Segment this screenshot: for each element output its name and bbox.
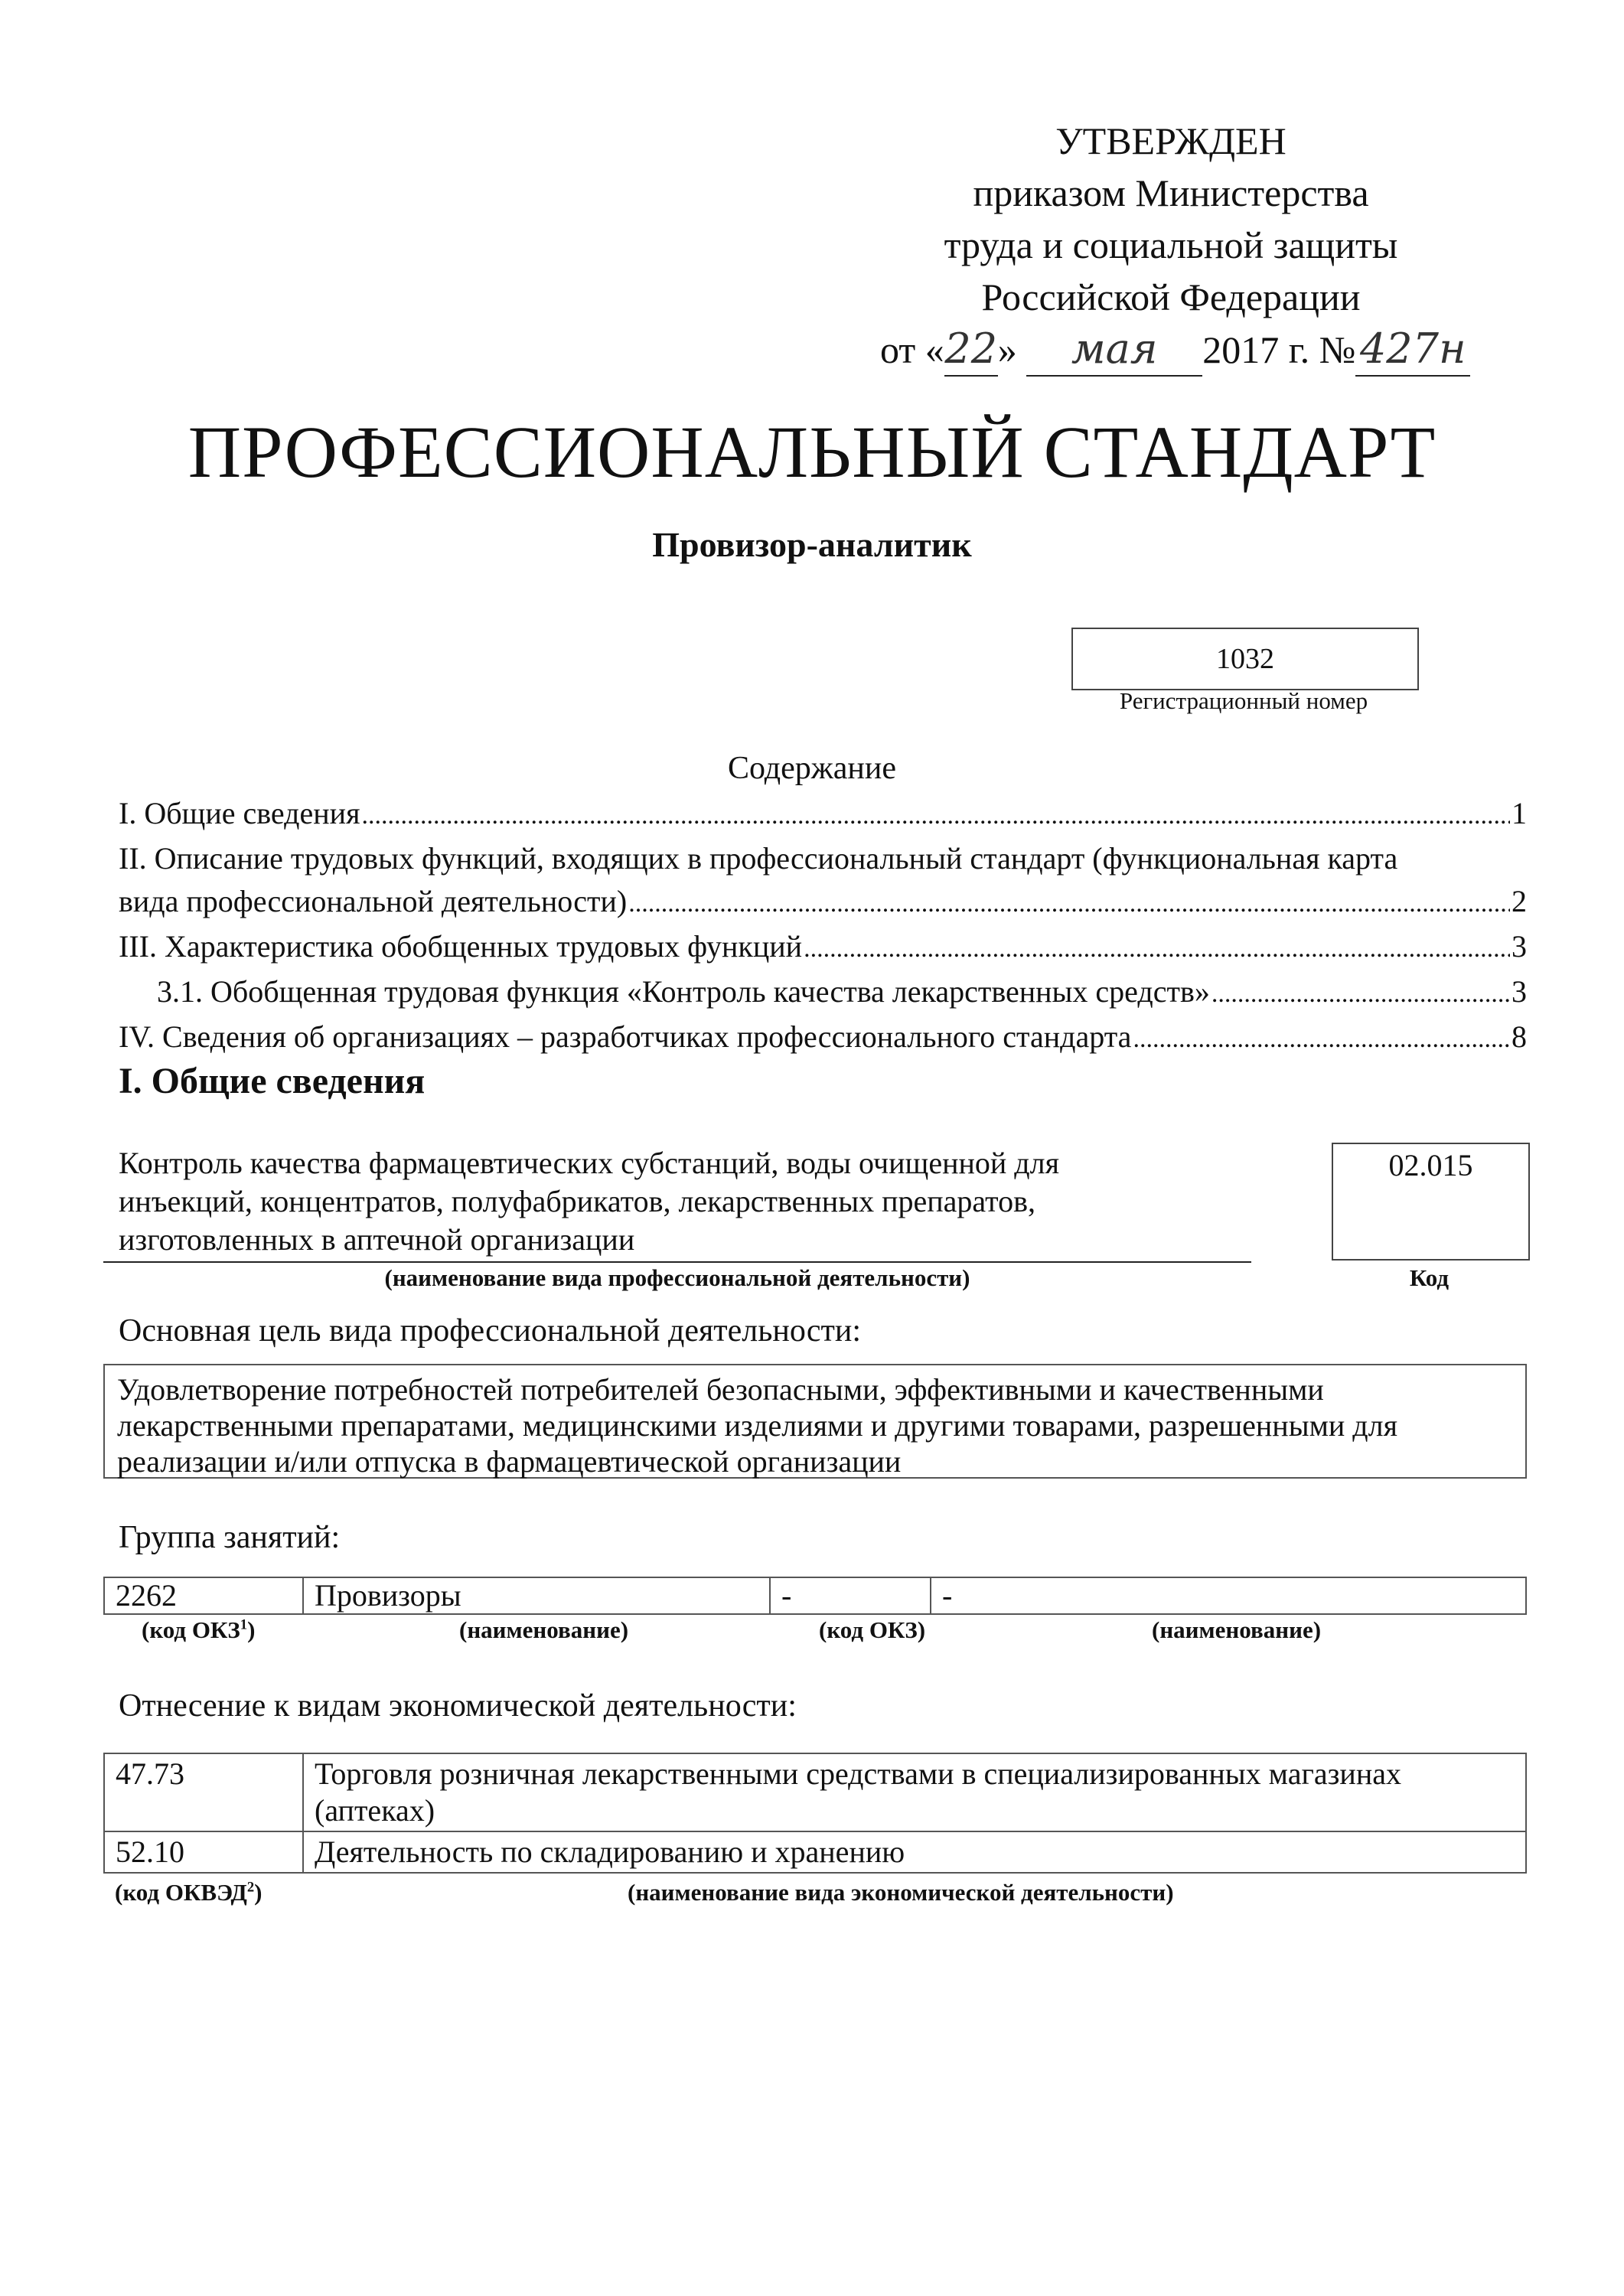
- toc-item[interactable]: [119, 1016, 1527, 1061]
- approval-line-1: приказом Министерства: [973, 171, 1369, 214]
- activity-name: [119, 1144, 1251, 1259]
- economic-activity-label: Отнесение к видам экономической деятельности:: [119, 1688, 797, 1724]
- okved-name-line: Торговля розничная лекарственными средствами в специализированных магазинах: [315, 1756, 1401, 1791]
- document-title: ПРОФЕССИОНАЛЬНЫЙ СТАНДАРТ: [188, 411, 1436, 493]
- toc-item-text: III. Характеристика обобщенных трудовых функций: [119, 929, 803, 964]
- footnote-ref[interactable]: 2: [246, 1879, 255, 1896]
- caption-text: ): [254, 1879, 263, 1906]
- okved-code-caption: [115, 1879, 262, 1906]
- toc-leader: [628, 882, 1510, 925]
- toc-leader: [1211, 973, 1510, 1016]
- order-quote-close: »: [997, 328, 1017, 371]
- approval-block: [880, 115, 1466, 377]
- order-number: 427н: [1355, 323, 1470, 377]
- toc-item-text: I. Общие сведения: [119, 796, 360, 830]
- occupation-group-label: Группа занятий:: [119, 1520, 341, 1555]
- activity-line: Контроль качества фармацевтических субстанций, воды очищенной для: [119, 1146, 1060, 1180]
- toc-item-text: IV. Сведения об организациях – разработчиках профессионального стандарта: [119, 1019, 1132, 1054]
- order-day: 22: [944, 323, 998, 377]
- toc-heading: Содержание: [727, 751, 897, 786]
- okz-code-caption: [142, 1616, 255, 1644]
- toc-item-page: 3: [1511, 974, 1527, 1009]
- table-row: [104, 1577, 1526, 1614]
- goal-label: Основная цель вида профессиональной деятельности:: [119, 1313, 862, 1349]
- toc-leader: [1133, 1018, 1510, 1061]
- okved-name-line: (аптеках): [315, 1793, 435, 1828]
- activity-code-box: 02.015: [1332, 1143, 1530, 1261]
- okz-code-cell: 2262: [104, 1577, 303, 1614]
- toc-item[interactable]: [119, 880, 1527, 925]
- approval-line-2: труда и социальной защиты: [944, 223, 1398, 266]
- okz-name-caption-2: (наименование): [1152, 1616, 1322, 1643]
- toc-item[interactable]: [119, 970, 1527, 1016]
- order-from-prefix: от «: [880, 328, 944, 371]
- activity-caption: (наименование вида профессиональной деятельности): [384, 1264, 970, 1291]
- toc-item-text[interactable]: II. Описание трудовых функций, входящих в профессиональный стандарт (функциональная карта: [119, 841, 1398, 876]
- goal-line: реализации и/или отпуска в фармацевтической организации: [117, 1444, 902, 1479]
- activity-line: изготовленных в аптечной организации: [119, 1222, 635, 1257]
- order-line: [880, 323, 1466, 377]
- registration-caption: Регистрационный номер: [1119, 687, 1368, 714]
- table-row: [104, 1831, 1526, 1873]
- activity-code-caption: Код: [1409, 1264, 1450, 1291]
- toc-item-page: 2: [1511, 884, 1527, 918]
- okz-code-caption-2: (код ОКЗ): [819, 1616, 926, 1643]
- toc-leader: [804, 928, 1510, 970]
- goal-line: Удовлетворение потребностей потребителей безопасными, эффективными и качественными: [117, 1372, 1324, 1407]
- toc-item-text-continued: вида профессиональной деятельности): [119, 884, 628, 918]
- caption-text: (код ОКЗ: [142, 1616, 240, 1643]
- approval-title: УТВЕРЖДЕН: [1055, 119, 1286, 162]
- registration-number-box: 1032: [1071, 628, 1419, 690]
- section-title: I. Общие сведения: [119, 1061, 426, 1101]
- toc-item[interactable]: [119, 925, 1527, 970]
- footnote-ref[interactable]: 1: [240, 1616, 248, 1633]
- toc-item-text: 3.1. Обобщенная трудовая функция «Контроль качества лекарственных средств»: [157, 974, 1210, 1009]
- okved-code-cell: 52.10: [104, 1831, 303, 1873]
- caption-text: ): [247, 1616, 256, 1643]
- okved-name-caption: (наименование вида экономической деятельности): [628, 1879, 1174, 1906]
- toc-item-page: 8: [1511, 1019, 1527, 1054]
- economic-activity-table: [103, 1753, 1527, 1874]
- okz-name-cell: -: [931, 1577, 1526, 1614]
- occupation-table: [103, 1577, 1527, 1615]
- toc-item-page: 1: [1511, 796, 1527, 830]
- okz-code-cell: -: [770, 1577, 931, 1614]
- table-of-contents: [119, 792, 1527, 1061]
- goal-line: лекарственными препаратами, медицинскими изделиями и другими товарами, разрешенными для: [117, 1408, 1398, 1443]
- order-year: 2017 г. №: [1202, 328, 1356, 371]
- okved-code-cell: 47.73: [104, 1753, 303, 1831]
- caption-text: (код ОКВЭД: [115, 1879, 247, 1906]
- toc-item-page: 3: [1511, 929, 1527, 964]
- okved-name-cell: Деятельность по складированию и хранению: [303, 1831, 1526, 1873]
- order-month: мая: [1026, 323, 1202, 377]
- activity-underline: [103, 1261, 1251, 1263]
- toc-leader: [361, 794, 1510, 837]
- document-subtitle: Провизор-аналитик: [652, 525, 972, 564]
- activity-line: инъекций, концентратов, полуфабрикатов, лекарственных препаратов,: [119, 1184, 1035, 1218]
- okz-name-cell: Провизоры: [303, 1577, 770, 1614]
- okz-name-caption: (наименование): [459, 1616, 629, 1643]
- goal-box: [103, 1364, 1527, 1479]
- okved-name-cell: [303, 1753, 1526, 1831]
- toc-item[interactable]: [119, 792, 1527, 837]
- approval-line-3: Российской Федерации: [981, 276, 1361, 318]
- table-row: [104, 1753, 1526, 1831]
